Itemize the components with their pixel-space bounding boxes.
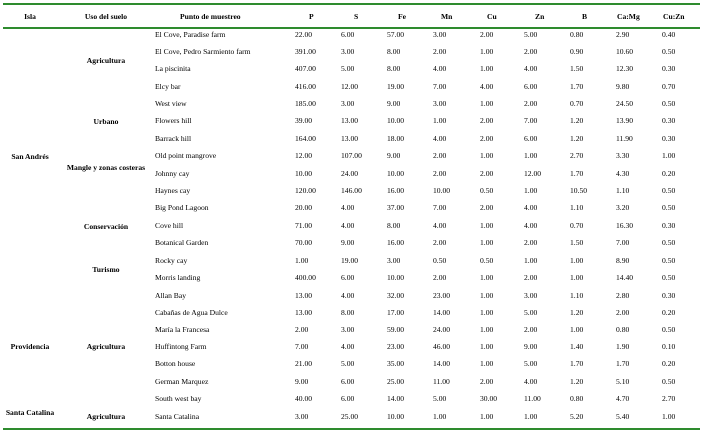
value-cell: 30.00 [480,394,498,403]
value-cell: 2.70 [662,394,676,403]
sampling-point-cell: Haynes cay [155,186,191,195]
value-cell: 1.70 [616,359,630,368]
value-cell: 2.00 [480,134,494,143]
value-cell: 12.00 [341,82,359,91]
sampling-point-cell: El Cove, Paradise farm [155,30,226,39]
value-cell: 0.80 [616,325,630,334]
value-cell: 21.00 [295,359,313,368]
value-cell: 23.00 [433,291,451,300]
sampling-point-cell: German Marquez [155,377,209,386]
value-cell: 40.00 [295,394,313,403]
header-rule [3,27,700,29]
value-cell: 1.00 [524,412,538,421]
value-cell: 1.00 [662,412,676,421]
value-cell: 25.00 [341,412,359,421]
value-cell: 4.00 [524,64,538,73]
value-cell: 4.30 [616,169,630,178]
value-cell: 2.00 [433,238,447,247]
value-cell: 12.00 [524,169,542,178]
value-cell: 5.20 [570,412,584,421]
value-cell: 0.50 [433,256,447,265]
sampling-point-cell: Cove hill [155,221,184,230]
value-cell: 2.00 [524,325,538,334]
header-isla: Isla [24,12,36,21]
value-cell: 4.00 [480,82,494,91]
value-cell: 3.00 [433,99,447,108]
value-cell: 0.50 [662,47,676,56]
sampling-point-cell: Allan Bay [155,291,187,300]
value-cell: 1.00 [480,64,494,73]
value-cell: 3.00 [341,99,355,108]
value-cell: 1.00 [295,256,309,265]
value-cell: 4.00 [341,203,355,212]
value-cell: 14.00 [433,308,451,317]
value-cell: 2.70 [570,151,584,160]
value-cell: 5.00 [524,359,538,368]
value-cell: 9.00 [387,151,401,160]
value-cell: 0.50 [662,186,676,195]
value-cell: 6.00 [341,394,355,403]
header-fe: Fe [398,12,407,21]
header-uso-del-suelo: Uso del suelo [84,12,128,21]
value-cell: 24.50 [616,99,634,108]
value-cell: 0.50 [662,325,676,334]
value-cell: 9.00 [387,99,401,108]
value-cell: 16.00 [387,186,405,195]
value-cell: 10.00 [295,169,313,178]
value-cell: 3.00 [387,256,401,265]
value-cell: 23.00 [387,342,405,351]
value-cell: 0.20 [662,308,676,317]
value-cell: 3.00 [341,325,355,334]
sampling-point-cell: Elcy bar [155,82,181,91]
value-cell: 1.90 [616,342,630,351]
sampling-point-cell: Old point mangrove [155,151,217,160]
value-cell: 13.00 [295,291,313,300]
value-cell: 1.00 [570,256,584,265]
value-cell: 0.50 [480,256,494,265]
value-cell: 1.50 [570,238,584,247]
value-cell: 1.20 [570,308,584,317]
sampling-point-cell: Santa Catalina [155,412,200,421]
value-cell: 9.00 [341,238,355,247]
value-cell: 14.40 [616,273,634,282]
value-cell: 13.00 [295,308,313,317]
value-cell: 3.00 [341,47,355,56]
value-cell: 6.00 [341,30,355,39]
land-use-conservacion: Conservación [83,222,129,231]
value-cell: 0.70 [570,221,584,230]
value-cell: 17.00 [387,308,405,317]
sampling-point-cell: Rocky cay [155,256,188,265]
value-cell: 6.00 [341,377,355,386]
value-cell: 18.00 [387,134,405,143]
value-cell: 0.50 [662,99,676,108]
value-cell: 1.00 [480,99,494,108]
value-cell: 10.60 [616,47,634,56]
value-cell: 0.30 [662,64,676,73]
value-cell: 0.50 [662,203,676,212]
value-cell: 2.00 [524,47,538,56]
header-ca-mg: Ca:Mg [617,12,640,21]
value-cell: 2.00 [480,169,494,178]
value-cell: 2.00 [433,47,447,56]
value-cell: 2.00 [480,116,494,125]
land-use-agricultura-providencia: Agricultura [86,342,126,351]
value-cell: 37.00 [387,203,405,212]
value-cell: 2.00 [295,325,309,334]
island-santa-catalina: Santa Catalina [5,408,55,417]
value-cell: 1.10 [570,203,584,212]
value-cell: 391.00 [295,47,316,56]
value-cell: 10.00 [387,169,405,178]
value-cell: 24.00 [433,325,451,334]
value-cell: 1.00 [480,221,494,230]
value-cell: 71.00 [295,221,313,230]
value-cell: 0.50 [480,186,494,195]
land-use-turismo: Turismo [92,265,120,274]
value-cell: 0.10 [662,342,676,351]
value-cell: 16.00 [387,238,405,247]
value-cell: 2.80 [616,291,630,300]
value-cell: 0.70 [570,99,584,108]
value-cell: 1.70 [570,82,584,91]
value-cell: 1.00 [433,116,447,125]
value-cell: 1.00 [570,325,584,334]
value-cell: 0.30 [662,291,676,300]
value-cell: 6.00 [341,273,355,282]
value-cell: 1.20 [570,116,584,125]
value-cell: 5.00 [433,394,447,403]
sampling-point-cell: Botanical Garden [155,238,209,247]
value-cell: 146.00 [341,186,362,195]
sampling-point-cell: Barrack hill [155,134,192,143]
land-use-agricultura-santa-catalina: Agricultura [86,412,126,421]
value-cell: 12.30 [616,64,634,73]
value-cell: 3.00 [295,412,309,421]
value-cell: 3.00 [524,291,538,300]
value-cell: 107.00 [341,151,362,160]
value-cell: 2.00 [616,308,630,317]
value-cell: 7.00 [524,116,538,125]
value-cell: 4.70 [616,394,630,403]
value-cell: 4.00 [433,64,447,73]
value-cell: 1.00 [480,342,494,351]
value-cell: 1.00 [524,186,538,195]
header-p: P [309,12,314,21]
value-cell: 4.00 [341,342,355,351]
sampling-point-cell: Huffintong Farm [155,342,207,351]
island-san-andres: San Andrés [11,152,49,161]
sampling-point-cell: South west bay [155,394,202,403]
value-cell: 19.00 [341,256,359,265]
value-cell: 3.30 [616,151,630,160]
value-cell: 57.00 [387,30,405,39]
header-b: B [582,12,588,21]
value-cell: 1.00 [524,256,538,265]
value-cell: 1.20 [570,134,584,143]
value-cell: 10.50 [570,186,588,195]
value-cell: 7.00 [433,203,447,212]
value-cell: 4.00 [524,377,538,386]
top-rule [3,3,700,5]
land-use-urbano: Urbano [93,117,119,126]
value-cell: 2.00 [433,151,447,160]
value-cell: 2.00 [480,30,494,39]
value-cell: 1.00 [480,359,494,368]
value-cell: 1.40 [570,342,584,351]
value-cell: 35.00 [387,359,405,368]
land-use-mangle-zonas-costeras: Mangle y zonas costeras [66,163,146,172]
header-cu: Cu [487,12,497,21]
value-cell: 0.70 [662,82,676,91]
value-cell: 1.70 [570,359,584,368]
value-cell: 39.00 [295,116,313,125]
value-cell: 8.90 [616,256,630,265]
value-cell: 1.00 [570,273,584,282]
sampling-point-cell: Flowers hill [155,116,192,125]
value-cell: 1.00 [524,151,538,160]
value-cell: 0.80 [570,30,584,39]
value-cell: 16.30 [616,221,634,230]
value-cell: 7.00 [295,342,309,351]
value-cell: 2.00 [433,273,447,282]
value-cell: 5.40 [616,412,630,421]
value-cell: 1.70 [570,169,584,178]
value-cell: 2.00 [524,238,538,247]
value-cell: 9.00 [524,342,538,351]
value-cell: 164.00 [295,134,316,143]
value-cell: 0.20 [662,359,676,368]
value-cell: 11.90 [616,134,633,143]
value-cell: 0.50 [662,377,676,386]
value-cell: 32.00 [387,291,405,300]
value-cell: 3.00 [433,30,447,39]
value-cell: 4.00 [433,134,447,143]
value-cell: 8.00 [387,47,401,56]
header-zn: Zn [535,12,545,21]
value-cell: 20.00 [295,203,313,212]
value-cell: 10.00 [433,186,451,195]
value-cell: 6.00 [524,82,538,91]
value-cell: 13.90 [616,116,634,125]
value-cell: 12.00 [295,151,313,160]
header-cu-zn: Cu:Zn [663,12,685,21]
value-cell: 25.00 [387,377,405,386]
value-cell: 0.20 [662,169,676,178]
value-cell: 407.00 [295,64,316,73]
land-use-agricultura-san-andres: Agricultura [86,56,126,65]
value-cell: 9.00 [295,377,309,386]
header-s: S [354,12,359,21]
value-cell: 3.20 [616,203,630,212]
value-cell: 2.90 [616,30,630,39]
value-cell: 1.00 [480,47,494,56]
sampling-point-cell: Morris landing [155,273,201,282]
value-cell: 1.00 [480,291,494,300]
value-cell: 0.40 [662,30,676,39]
value-cell: 11.00 [433,377,450,386]
value-cell: 10.00 [387,273,405,282]
value-cell: 4.00 [341,221,355,230]
value-cell: 22.00 [295,30,313,39]
value-cell: 416.00 [295,82,316,91]
sampling-point-cell: Botton house [155,359,196,368]
value-cell: 0.30 [662,116,676,125]
value-cell: 46.00 [433,342,451,351]
value-cell: 4.00 [341,291,355,300]
value-cell: 14.00 [433,359,451,368]
value-cell: 1.10 [570,291,584,300]
value-cell: 8.00 [341,308,355,317]
value-cell: 1.00 [480,308,494,317]
value-cell: 0.30 [662,221,676,230]
value-cell: 1.00 [433,412,447,421]
value-cell: 5.00 [524,30,538,39]
sampling-point-cell: Big Pond Lagoon [155,203,209,212]
value-cell: 7.00 [433,82,447,91]
value-cell: 1.20 [570,377,584,386]
bottom-rule [3,428,700,430]
value-cell: 10.00 [387,412,405,421]
value-cell: 2.00 [433,169,447,178]
sampling-point-cell: María la Francesa [155,325,210,334]
value-cell: 1.00 [480,325,494,334]
value-cell: 2.00 [524,273,538,282]
value-cell: 4.00 [524,221,538,230]
value-cell: 5.00 [341,64,355,73]
island-providencia: Providencia [10,342,50,351]
value-cell: 1.10 [616,186,630,195]
value-cell: 4.00 [524,203,538,212]
value-cell: 120.00 [295,186,316,195]
value-cell: 0.50 [662,238,676,247]
header-mn: Mn [441,12,453,21]
value-cell: 1.00 [480,151,494,160]
value-cell: 19.00 [387,82,405,91]
value-cell: 0.50 [662,256,676,265]
value-cell: 0.90 [570,47,584,56]
sampling-point-cell: La piscinita [155,64,191,73]
value-cell: 5.00 [341,359,355,368]
sampling-point-cell: Johnny cay [155,169,190,178]
value-cell: 1.00 [480,238,494,247]
value-cell: 1.00 [480,273,494,282]
value-cell: 70.00 [295,238,313,247]
value-cell: 400.00 [295,273,316,282]
value-cell: 13.00 [341,134,359,143]
value-cell: 9.80 [616,82,630,91]
sampling-point-cell: Cabañas de Agua Dulce [155,308,228,317]
value-cell: 8.00 [387,221,401,230]
value-cell: 5.10 [616,377,630,386]
value-cell: 14.00 [387,394,405,403]
value-cell: 59.00 [387,325,405,334]
value-cell: 6.00 [524,134,538,143]
sampling-point-cell: El Cove, Pedro Sarmiento farm [155,47,251,56]
value-cell: 2.00 [480,203,494,212]
value-cell: 8.00 [387,64,401,73]
value-cell: 11.00 [524,394,541,403]
value-cell: 0.50 [662,273,676,282]
value-cell: 2.00 [480,377,494,386]
sampling-point-cell: West view [155,99,187,108]
header-punto-de-muestreo: Punto de muestreo [180,12,241,21]
value-cell: 1.50 [570,64,584,73]
value-cell: 5.00 [524,308,538,317]
value-cell: 4.00 [433,221,447,230]
value-cell: 7.00 [616,238,630,247]
value-cell: 1.00 [480,412,494,421]
value-cell: 1.00 [662,151,676,160]
value-cell: 0.30 [662,134,676,143]
value-cell: 185.00 [295,99,316,108]
value-cell: 24.00 [341,169,359,178]
value-cell: 2.00 [524,99,538,108]
value-cell: 13.00 [341,116,359,125]
value-cell: 0.80 [570,394,584,403]
value-cell: 10.00 [387,116,405,125]
